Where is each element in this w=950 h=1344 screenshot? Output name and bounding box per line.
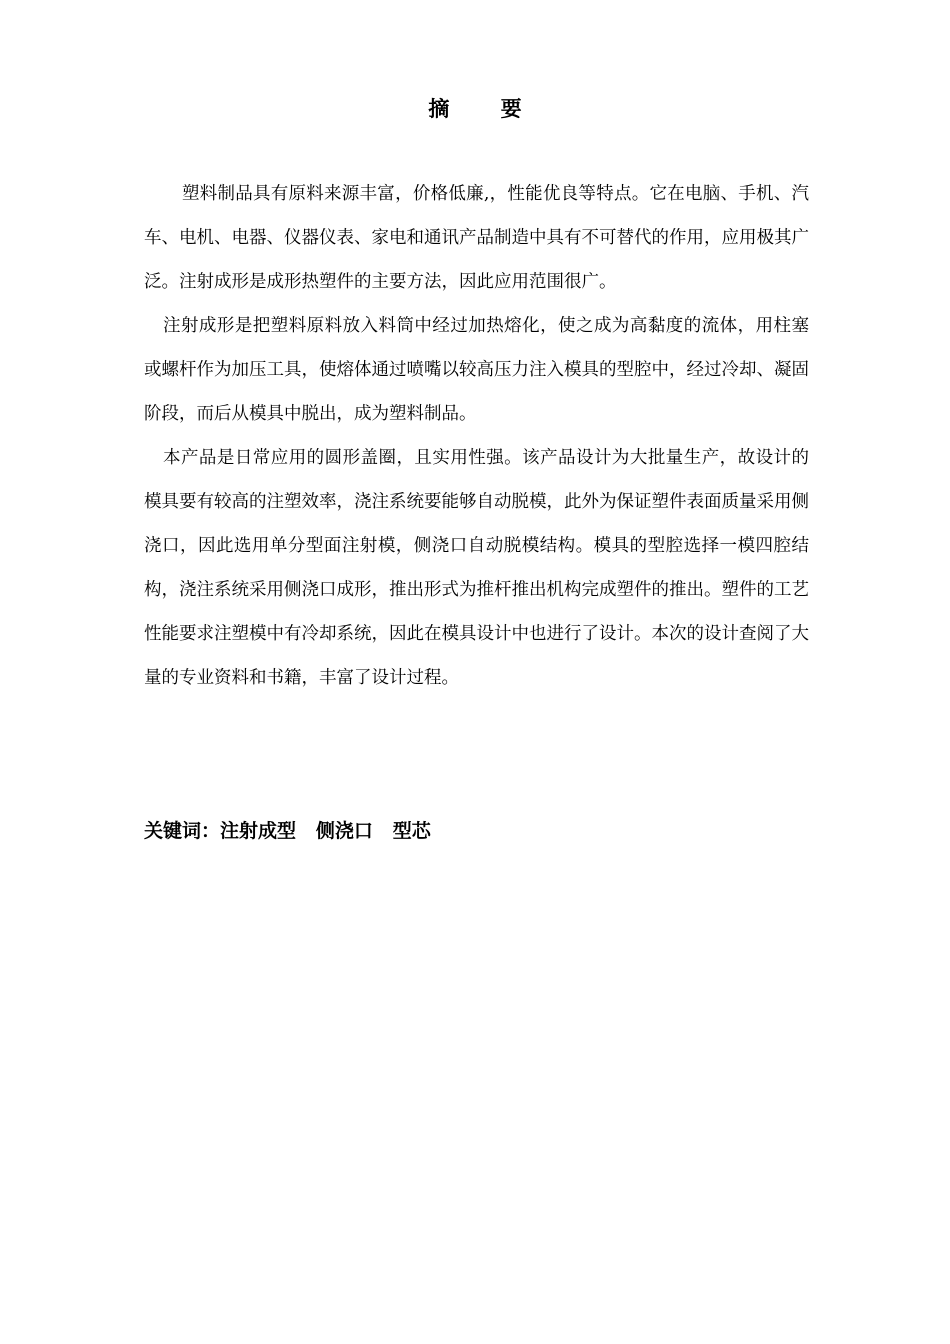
abstract-body <box>144 172 809 700</box>
abstract-title: 摘 要 <box>428 97 544 121</box>
keywords-line: 关键词：注射成型 侧浇口 型芯 <box>144 820 431 842</box>
abstract-paragraph-2: 注射成形是把塑料原料放入料筒中经过加热熔化，使之成为高黏度的流体，用柱塞或螺杆作为加压工具，使熔体通过喷嘴以较高压力注入模具的型腔中，经过冷却、凝固阶段，而后从模具中脱出，成为塑料制品。 <box>144 316 809 424</box>
abstract-paragraph-3: 本产品是日常应用的圆形盖圈，且实用性强。该产品设计为大批量生产，故设计的模具要有较高的注塑效率，浇注系统要能够自动脱模，此外为保证塑件表面质量采用侧浇口，因此选用单分型面注射模，侧浇口自动脱模结构。模具的型腔选择一模四腔结构，浇注系统采用侧浇口成形，推出形式为推杆推出机构完成塑件的推出。塑件的工艺性能要求注塑模中有冷却系统，因此在模具设计中也进行了设计。本次的设计查阅了大量的专业资料和书籍，丰富了设计过程。 <box>144 448 809 688</box>
abstract-paragraph-1: 塑料制品具有原料来源丰富，价格低廉,，性能优良等特点。它在电脑、手机、汽车、电机、电器、仪器仪表、家电和通讯产品制造中具有不可替代的作用，应用极其广泛。注射成形是成形热塑件的主要方法，因此应用范围很广。 <box>144 184 809 292</box>
